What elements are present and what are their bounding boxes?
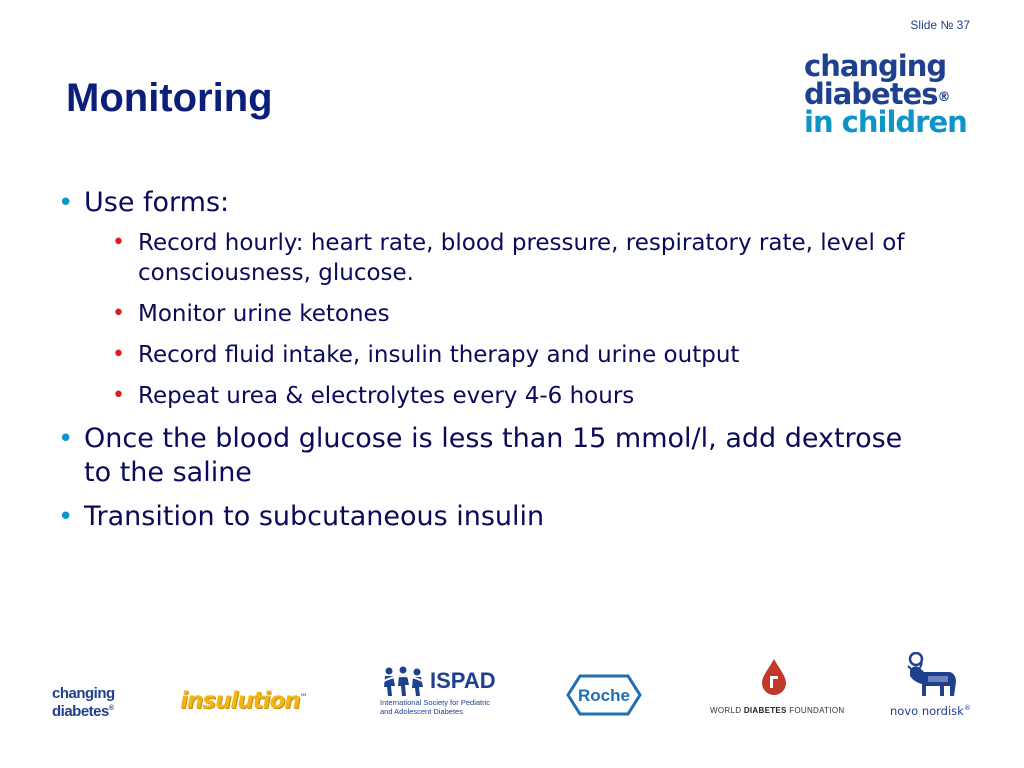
- bullet-list: [56, 186, 936, 534]
- novo-nordisk-logo: [888, 652, 988, 722]
- apis-bull-icon: [900, 652, 962, 702]
- sub-bullet-list: [110, 228, 936, 411]
- ispad-name: ISPAD: [430, 668, 496, 693]
- changing-diabetes-in-children-logo: [804, 49, 974, 139]
- logo-line-1: changing: [804, 49, 947, 83]
- roche-hexagon-icon: [566, 674, 642, 716]
- partner-logos-bar: [0, 650, 1024, 730]
- wdf-text-post: FOUNDATION: [786, 706, 845, 715]
- wdf-text-bold: DIABETES: [743, 706, 787, 715]
- slide-content: [56, 186, 936, 544]
- sub-bullet-monitor-ketones: • Monitor urine ketones: [110, 299, 936, 329]
- bullet-text: Use forms:: [84, 187, 230, 218]
- ispad-subtitle-line-1: International Society for Pediatric: [380, 698, 491, 707]
- insulution-text: insulution: [180, 688, 300, 714]
- logo-line-2-text: diabetes: [804, 77, 938, 111]
- novo-nordisk-text: novo nordisk: [890, 704, 964, 718]
- slide-title: Monitoring: [66, 76, 273, 120]
- sub-bullet-repeat-urea: • Repeat urea & electrolytes every 4-6 hours: [110, 381, 936, 411]
- insulution-tm-mark: ™: [299, 692, 307, 702]
- novo-registered-mark: ®: [963, 704, 971, 713]
- insulution-logo: [180, 688, 307, 714]
- logo-registered-mark: ®: [937, 90, 950, 105]
- bullet-blood-glucose: • Once the blood glucose is less than 15 mmol/l, add dextrose to the saline: [56, 422, 936, 490]
- ispad-subtitle-line-2: and Adolescent Diabetes: [380, 707, 463, 716]
- bullet-transition: • Transition to subcutaneous insulin: [56, 500, 936, 534]
- cdc-line-2: [52, 701, 115, 719]
- blood-drop-icon: [760, 658, 788, 696]
- cdc-line-1: changing: [52, 685, 115, 702]
- logo-line-3: in children: [804, 105, 967, 139]
- sub-bullet-record-hourly: • Record hourly: heart rate, blood pressure, respiratory rate, level of consciousness, glucose.: [110, 228, 936, 288]
- cdc-line-2-text: diabetes: [52, 703, 109, 720]
- bullet-use-forms: [56, 186, 936, 411]
- roche-name: Roche: [578, 686, 630, 705]
- slide-number: Slide № 37: [910, 18, 970, 32]
- world-diabetes-foundation-logo: [710, 658, 845, 722]
- changing-diabetes-logo: [52, 686, 115, 719]
- ispad-figures-icon: [380, 666, 426, 698]
- roche-logo: [566, 674, 642, 720]
- wdf-text-pre: WORLD: [710, 706, 744, 715]
- ispad-subtitle: [380, 698, 490, 716]
- novo-nordisk-name: [890, 704, 971, 718]
- sub-bullet-record-fluid: • Record fluid intake, insulin therapy and urine output: [110, 340, 936, 370]
- ispad-logo: [380, 666, 510, 722]
- logo-line-2: [804, 77, 974, 111]
- wdf-text: [710, 706, 845, 715]
- cdc-registered-mark: ®: [108, 705, 114, 712]
